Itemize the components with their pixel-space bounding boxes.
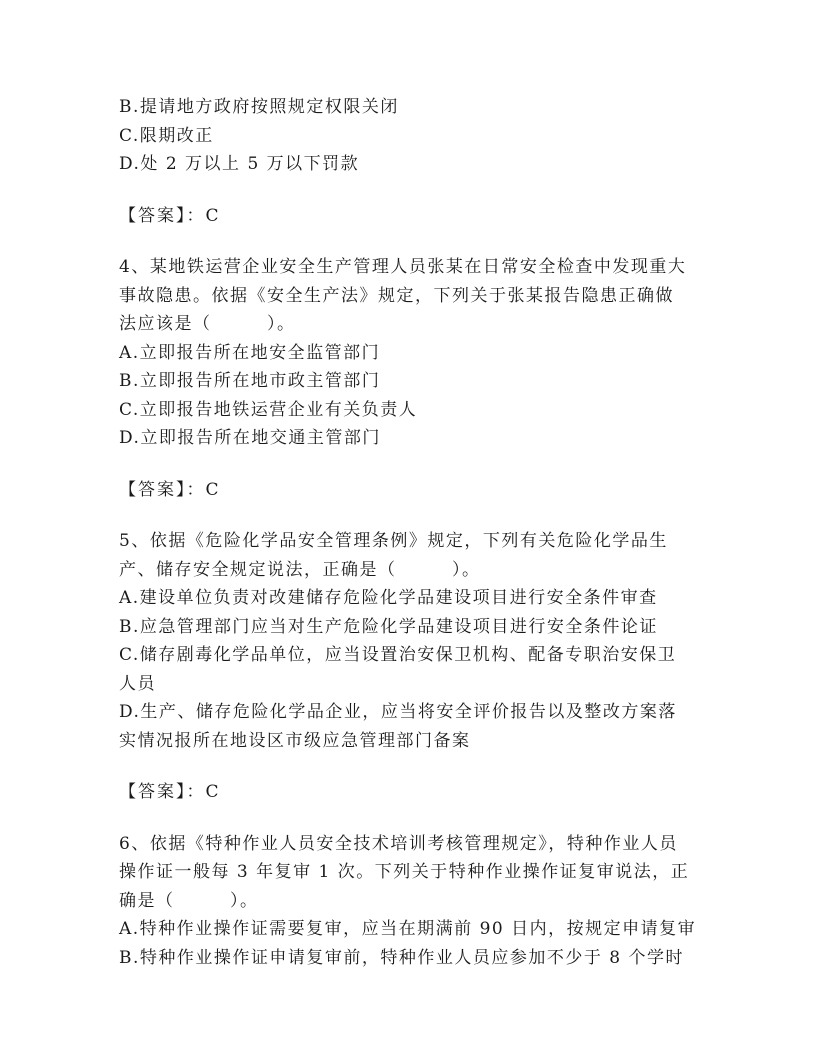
q5-option-c-line-1: C.储存剧毒化学品单位，应当设置治安保卫机构、配备专职治安保卫 — [119, 645, 677, 665]
q3-answer: 【答案】：C — [119, 205, 221, 226]
q5-option-d-line-2: 实情况报所在地设区市级应急管理部门备案 — [119, 730, 471, 751]
q3-option-b: B.提请地方政府按照规定权限关闭 — [119, 97, 399, 117]
q4-option-b: B.立即报告所在地市政主管部门 — [119, 371, 381, 391]
q4-option-a: A.立即报告所在地安全监管部门 — [119, 342, 381, 363]
q4-answer: 【答案】：C — [119, 479, 221, 500]
q3-option-c: C.限期改正 — [119, 125, 214, 146]
q4-option-c: C.立即报告地铁运营企业有关负责人 — [119, 399, 418, 420]
q5-answer: 【答案】：C — [119, 782, 221, 802]
q6-stem-line-3: 确是（ ）。 — [119, 890, 259, 911]
q4-stem-line-1: 4、某地铁运营企业安全生产管理人员张某在日常安全检查中发现重大 — [119, 257, 687, 277]
q6-option-a: A.特种作业操作证需要复审，应当在期满前 90 日内，按规定申请复审 — [119, 919, 697, 939]
q6-stem-line-1: 6、依据《特种作业人员安全技术培训考核管理规定》，特种作业人员 — [119, 833, 678, 854]
q6-stem-line-2: 操作证一般每 3 年复审 1 次。下列关于特种作业操作证复审说法，正 — [119, 862, 690, 882]
document-page — [119, 93, 709, 972]
q5-option-a: A.建设单位负责对改建储存危险化学品建设项目进行安全条件审查 — [119, 588, 658, 608]
q5-option-c-line-2: 人员 — [119, 673, 156, 694]
q4-stem-line-3: 法应该是（ ）。 — [119, 314, 296, 334]
q5-stem-line-2: 产、储存安全规定说法，正确是（ ）。 — [119, 559, 481, 580]
q3-option-d: D.处 2 万以上 5 万以下罚款 — [119, 154, 360, 174]
q5-option-d-line-1: D.生产、储存危险化学品企业，应当将安全评价报告以及整改方案落 — [119, 702, 677, 722]
q4-option-d: D.立即报告所在地交通主管部门 — [119, 428, 381, 448]
q4-stem-line-2: 事故隐患。依据《安全生产法》规定，下列关于张某报告隐患正确做 — [119, 285, 674, 306]
q6-option-b: B.特种作业操作证申请复审前，特种作业人员应参加不少于 8 个学时 — [119, 947, 685, 968]
q5-option-b: B.应急管理部门应当对生产危险化学品建设项目进行安全条件论证 — [119, 616, 658, 637]
q5-stem-line-1: 5、依据《危险化学品安全管理条例》规定，下列有关危险化学品生 — [119, 531, 668, 551]
